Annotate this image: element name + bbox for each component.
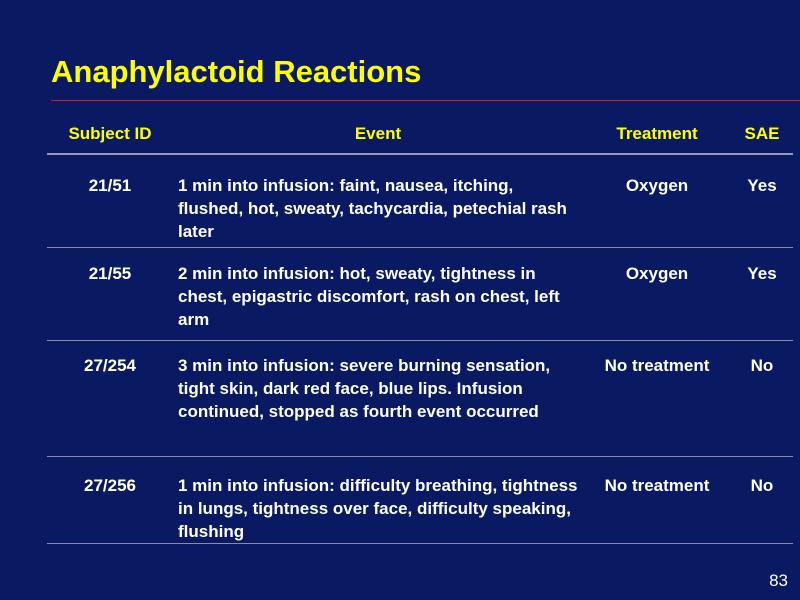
sae-cell: Yes	[731, 248, 793, 341]
sae-cell: No	[731, 457, 793, 544]
subject-id-cell: 27/256	[47, 457, 173, 544]
header-event: Event	[173, 113, 583, 154]
slide-title: Anaphylactoid Reactions	[51, 54, 422, 89]
header-treatment: Treatment	[583, 113, 731, 154]
event-cell: 3 min into infusion: severe burning sensation, tight skin, dark red face, blue lips. Infusion continued, stopped as fourth event occurred	[173, 341, 583, 457]
treatment-cell: Oxygen	[583, 248, 731, 341]
table-row	[47, 248, 793, 341]
event-cell: 2 min into infusion: hot, sweaty, tightness in chest, epigastric discomfort, rash on chest, left arm	[173, 248, 583, 341]
table-row	[47, 154, 793, 248]
treatment-cell: No treatment	[583, 457, 731, 544]
sae-cell: Yes	[731, 154, 793, 248]
subject-id-cell: 27/254	[47, 341, 173, 457]
event-cell: 1 min into infusion: difficulty breathing, tightness in lungs, tightness over face, difficulty speaking, flushing	[173, 457, 583, 544]
title-divider	[51, 100, 800, 101]
header-subject-id: Subject ID	[47, 113, 173, 154]
treatment-cell: No treatment	[583, 341, 731, 457]
reactions-table	[47, 113, 793, 544]
table-header-row	[47, 113, 793, 154]
page-number: 83	[769, 571, 788, 590]
event-cell: 1 min into infusion: faint, nausea, itching, flushed, hot, sweaty, tachycardia, petechial rash later	[173, 154, 583, 248]
subject-id-cell: 21/55	[47, 248, 173, 341]
subject-id-cell: 21/51	[47, 154, 173, 248]
table-row	[47, 457, 793, 544]
header-sae: SAE	[731, 113, 793, 154]
table-row	[47, 341, 793, 457]
sae-cell: No	[731, 341, 793, 457]
treatment-cell: Oxygen	[583, 154, 731, 248]
